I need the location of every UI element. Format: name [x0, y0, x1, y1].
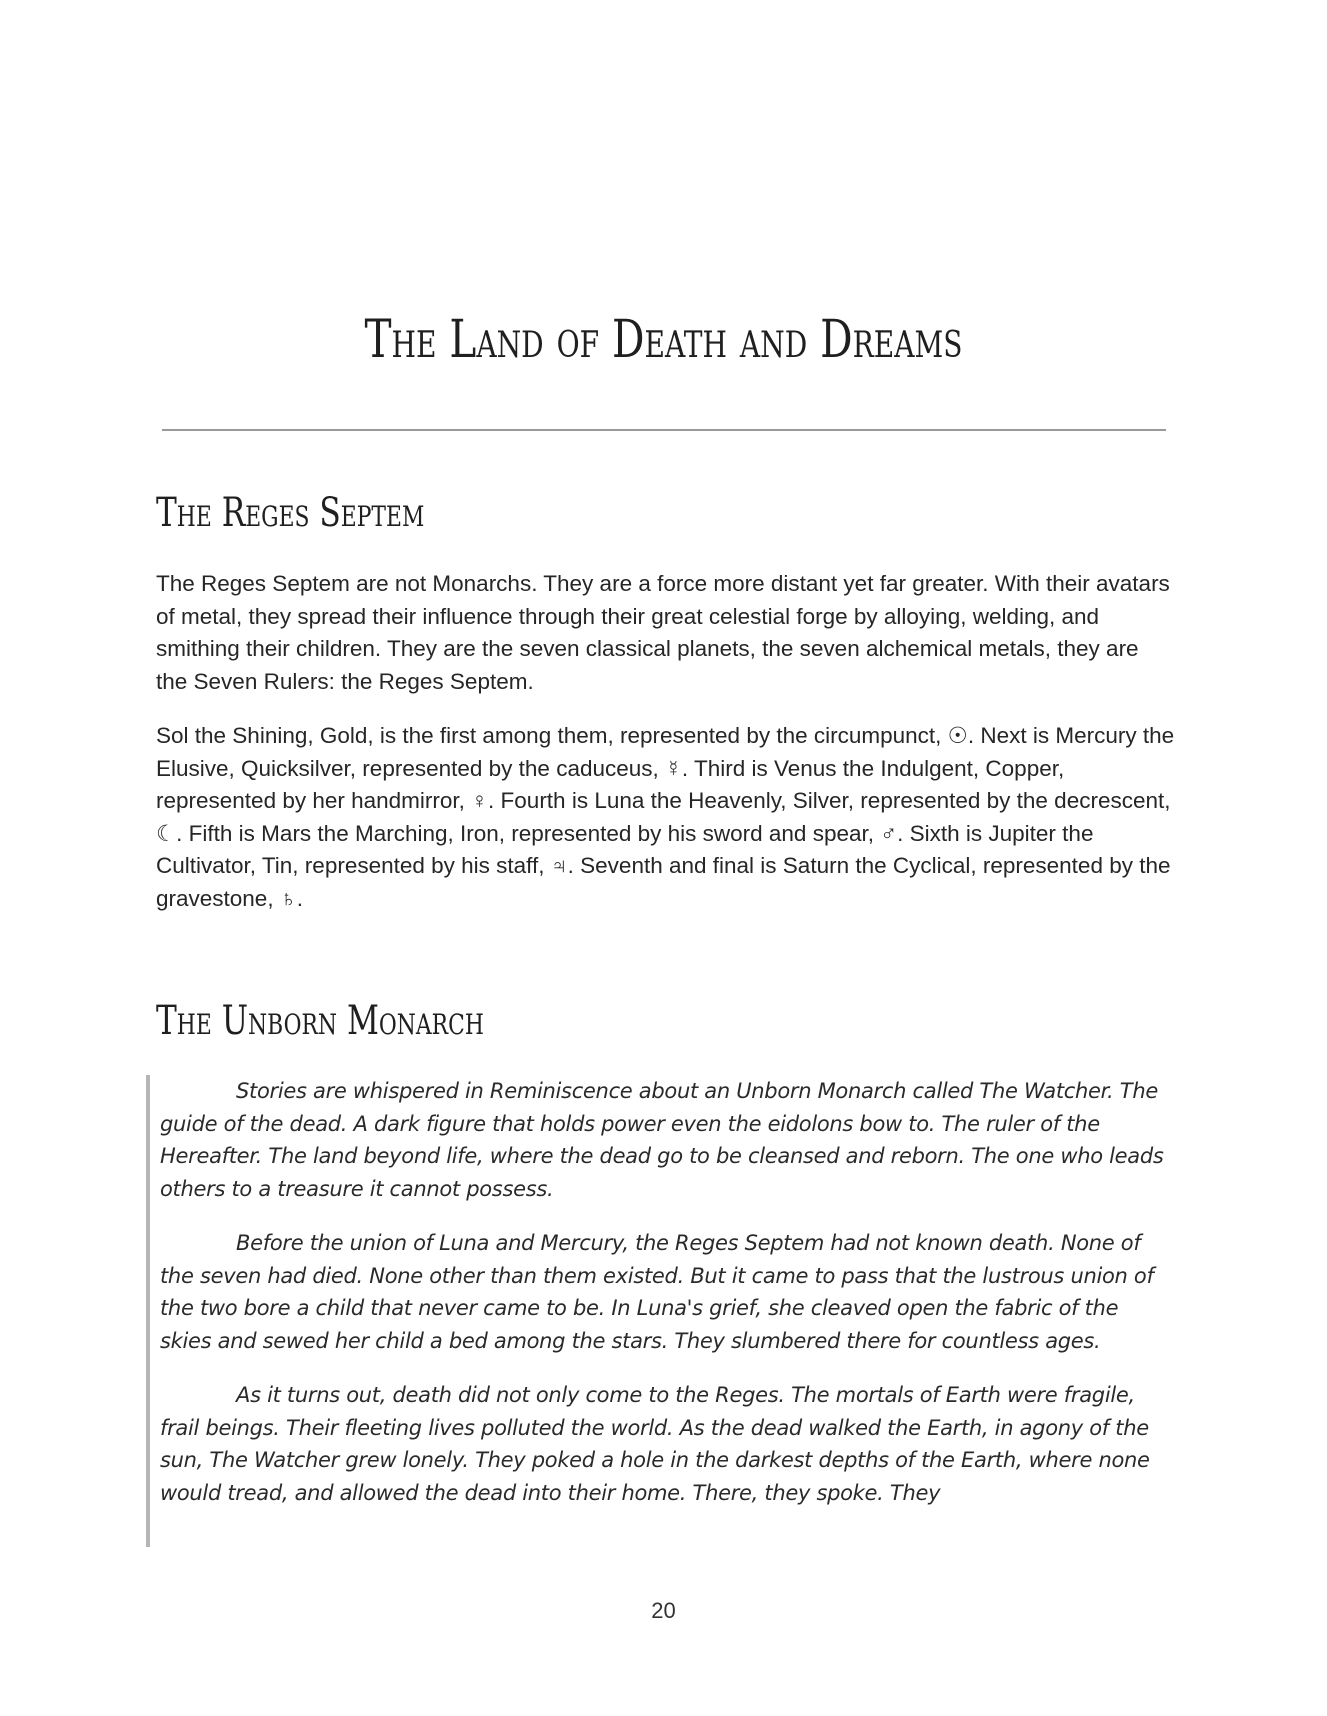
reges-septem-paragraph-2: Sol the Shining, Gold, is the first among them, represented by the circumpunct, ☉. Next is Mercury the Elusive, Quicksilver, represented by the caduceus, ☿. Third is Venus the Indulgent, Copper, represented by her handmirror, ♀. Fourth is Luna the Heavenly, Silver, represented by the decrescent, ☾. Fifth is Mars the Marching, Iron, represented by his sword and spear, ♂. Sixth is Jupiter the Cultivator, Tin, represented by his staff, ♃. Seventh and final is Saturn the Cyclical, represented by the gravestone, ♄.	[156, 723, 1175, 911]
unborn-monarch-paragraph-2	[160, 1227, 1175, 1357]
unborn-monarch-paragraph-3	[160, 1379, 1175, 1509]
unborn-monarch-paragraph-1	[160, 1075, 1175, 1205]
unborn-monarch-quote-block	[146, 1075, 1180, 1547]
page-title: The Land of Death and Dreams	[364, 310, 963, 370]
page-number: 20	[651, 1598, 676, 1623]
title-divider	[162, 429, 1166, 431]
unborn-monarch-paragraph-1-text: Stories are whispered in Reminiscence about an Unborn Monarch called The Watcher. The guide of the dead. A dark figure that holds power even the eidolons bow to. The ruler of the Hereafter. The land beyond life, where the dead go to be cleansed and reborn. The one who leads others to a treasure it cannot possess.	[160, 1079, 1164, 1201]
reges-septem-paragraph-1: The Reges Septem are not Monarchs. They are a force more distant yet far greater. With their avatars of metal, they spread their influence through their great celestial forge by alloying, welding, and smithing their children. They are the seven classical planets, the seven alchemical metals, they are the Seven Rulers: the Reges Septem.	[156, 571, 1170, 694]
unborn-monarch-paragraph-3-text: As it turns out, death did not only come to the Reges. The mortals of Earth were fragile, frail beings. Their fleeting lives polluted the world. As the dead walked the Earth, in agony of the sun, The Watcher grew lonely. They poked a hole in the darkest depths of the Earth, where none would tread, and allowed the dead into their home. There, they spoke. They	[160, 1383, 1150, 1505]
unborn-monarch-paragraph-2-text: Before the union of Luna and Mercury, the Reges Septem had not known death. None of the seven had died. None other than them existed. But it came to pass that the lustrous union of the two bore a child that never came to be. In Luna's grief, she cleaved open the fabric of the skies and sewed her child a bed among the stars. They slumbered there for countless ages.	[160, 1231, 1154, 1353]
section-heading-unborn-monarch: The Unborn Monarch	[156, 998, 484, 1044]
section-heading-reges-septem: The Reges Septem	[156, 490, 425, 536]
